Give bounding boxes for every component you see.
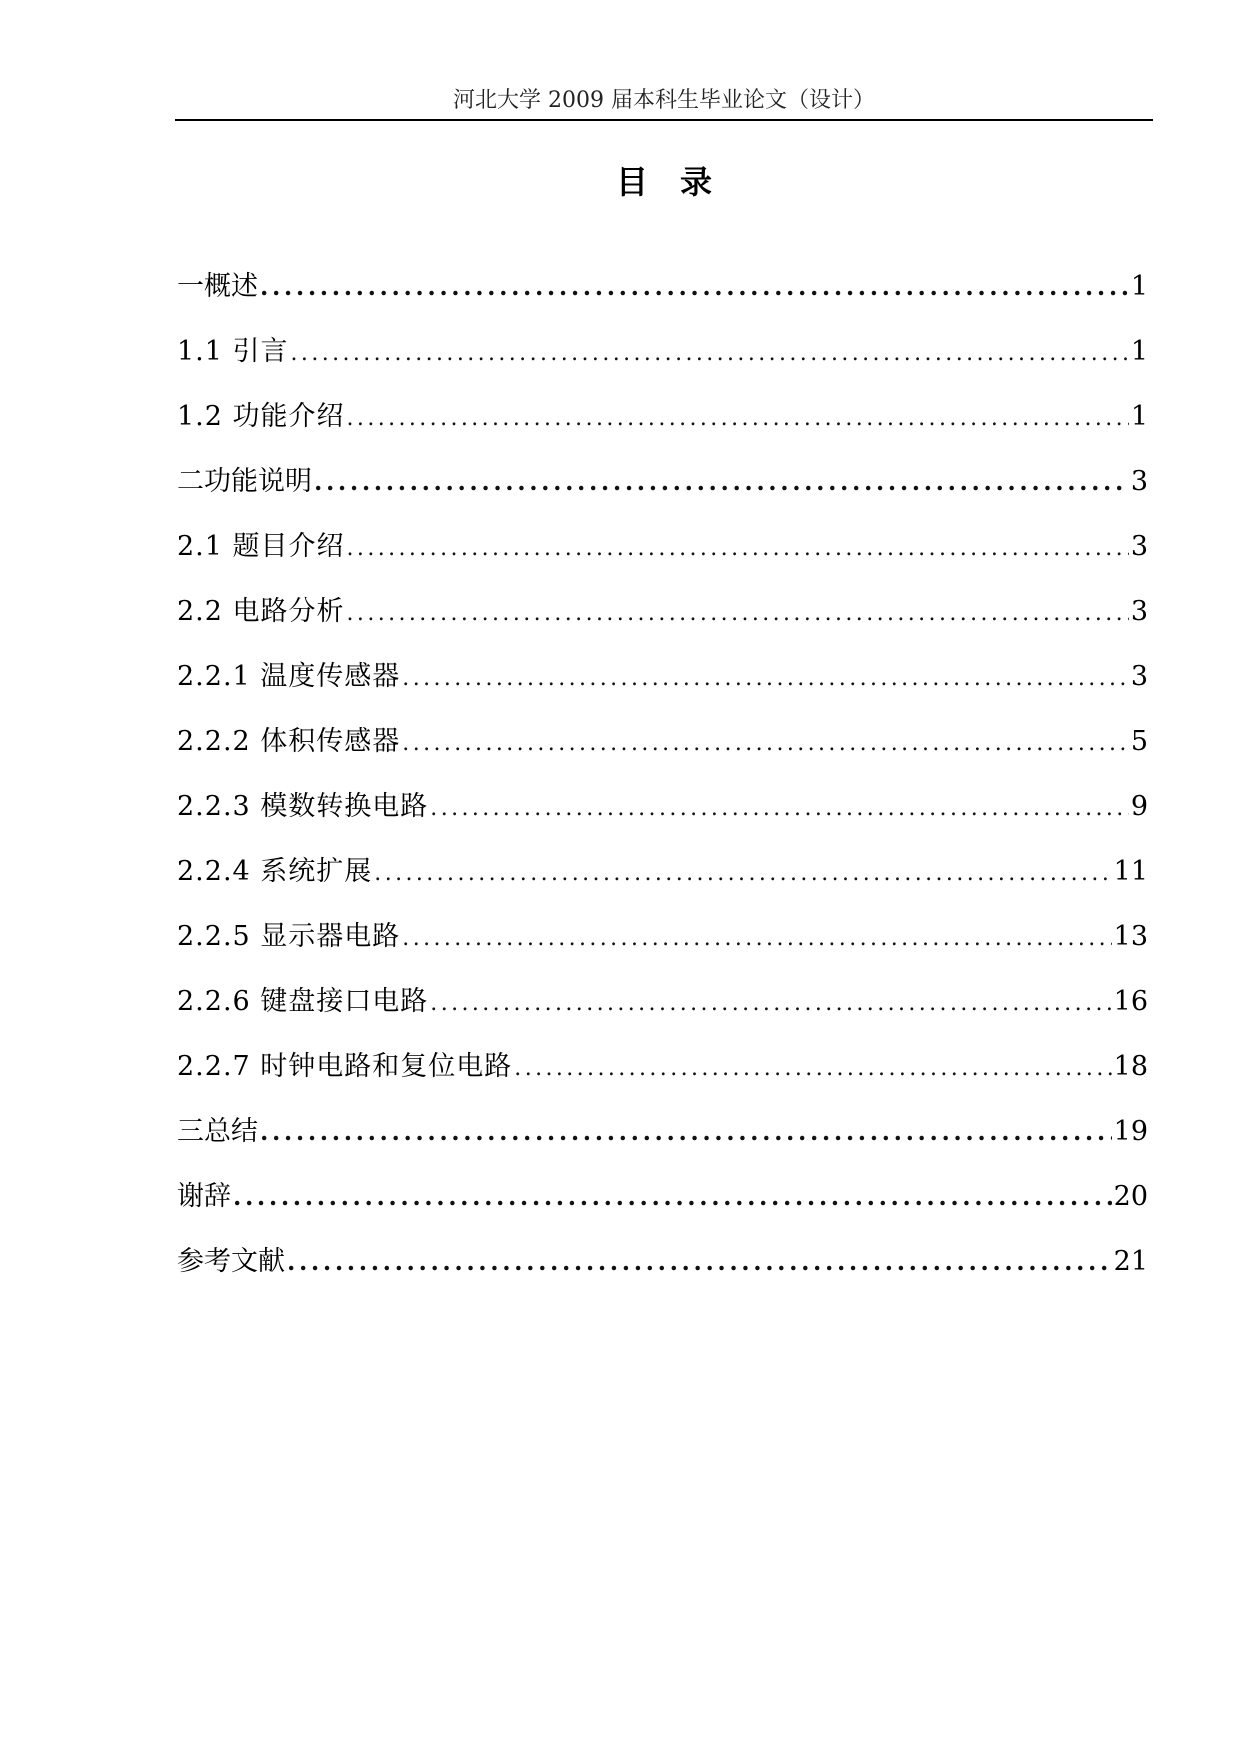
toc-entry-page: 3 — [1130, 466, 1148, 497]
toc-entry-page: 20 — [1113, 1181, 1148, 1212]
toc-entry-label: 2.2.2 体积传感器 — [177, 726, 401, 757]
toc-entry-page: 19 — [1113, 1116, 1148, 1147]
dot-leader — [430, 787, 1129, 831]
toc-entry[interactable] — [177, 1045, 1148, 1110]
toc-entry-page: 18 — [1113, 1051, 1148, 1082]
toc-entry-label: 参考文献 — [177, 1246, 285, 1277]
running-header: 河北大学 2009 届本科生毕业论文（设计） — [453, 88, 875, 113]
toc-entry-label: 2.2.6 键盘接口电路 — [177, 986, 429, 1017]
toc-entry[interactable] — [177, 980, 1148, 1045]
toc-entry[interactable] — [177, 590, 1148, 655]
dot-leader — [402, 722, 1129, 766]
table-of-contents — [177, 265, 1148, 1305]
toc-entry-label: 二功能说明 — [177, 466, 312, 497]
toc-entry-page: 3 — [1130, 531, 1148, 562]
dot-leader — [402, 917, 1111, 961]
toc-entry[interactable] — [177, 330, 1148, 395]
toc-entry[interactable] — [177, 720, 1148, 785]
toc-entry-label: 2.2.7 时钟电路和复位电路 — [177, 1051, 513, 1082]
toc-entry[interactable] — [177, 785, 1148, 850]
dot-leader — [430, 982, 1111, 1026]
toc-entry-page: 3 — [1130, 661, 1148, 692]
toc-entry-label: 2.2.3 模数转换电路 — [177, 791, 429, 822]
toc-entry[interactable] — [177, 915, 1148, 980]
toc-entry-page: 21 — [1113, 1246, 1148, 1277]
dot-leader — [233, 1175, 1112, 1219]
toc-entry[interactable] — [177, 850, 1148, 915]
toc-entry-page: 1 — [1130, 401, 1148, 432]
dot-leader — [347, 527, 1129, 571]
dot-leader — [260, 265, 1129, 309]
toc-entry[interactable] — [177, 1240, 1148, 1305]
dot-leader — [402, 657, 1129, 701]
toc-entry-label: 2.2.1 温度传感器 — [177, 661, 401, 692]
toc-entry[interactable] — [177, 525, 1148, 590]
dot-leader — [514, 1047, 1111, 1091]
toc-entry-page: 3 — [1130, 596, 1148, 627]
toc-entry-label: 三总结 — [177, 1116, 258, 1147]
toc-entry[interactable] — [177, 1175, 1148, 1240]
toc-title: 目录 — [615, 163, 744, 201]
header-divider — [175, 119, 1153, 121]
toc-entry-label: 2.1 题目介绍 — [177, 531, 345, 562]
toc-entry-label: 1.2 功能介绍 — [177, 401, 345, 432]
dot-leader — [314, 460, 1129, 504]
toc-entry-label: 一概述 — [177, 271, 258, 302]
toc-entry-page: 5 — [1130, 726, 1148, 757]
toc-entry-label: 2.2.4 系统扩展 — [177, 856, 373, 887]
toc-entry-page: 1 — [1130, 336, 1148, 367]
toc-entry[interactable] — [177, 460, 1148, 525]
dot-leader — [347, 592, 1129, 636]
toc-entry-page: 16 — [1113, 986, 1148, 1017]
dot-leader — [260, 1110, 1112, 1154]
toc-entry[interactable] — [177, 1110, 1148, 1175]
dot-leader — [347, 397, 1129, 441]
toc-entry-label: 谢辞 — [177, 1181, 231, 1212]
toc-entry[interactable] — [177, 655, 1148, 720]
dot-leader — [374, 852, 1111, 896]
toc-entry[interactable] — [177, 395, 1148, 460]
toc-entry-label: 2.2 电路分析 — [177, 596, 345, 627]
toc-entry-page: 1 — [1130, 271, 1148, 302]
toc-entry-page: 13 — [1113, 921, 1148, 952]
toc-entry-label: 1.1 引言 — [177, 336, 289, 367]
toc-entry-page: 9 — [1130, 791, 1148, 822]
toc-entry-page: 11 — [1113, 856, 1148, 887]
toc-entry-label: 2.2.5 显示器电路 — [177, 921, 401, 952]
dot-leader — [287, 1240, 1112, 1284]
dot-leader — [291, 332, 1129, 376]
toc-entry[interactable] — [177, 265, 1148, 330]
